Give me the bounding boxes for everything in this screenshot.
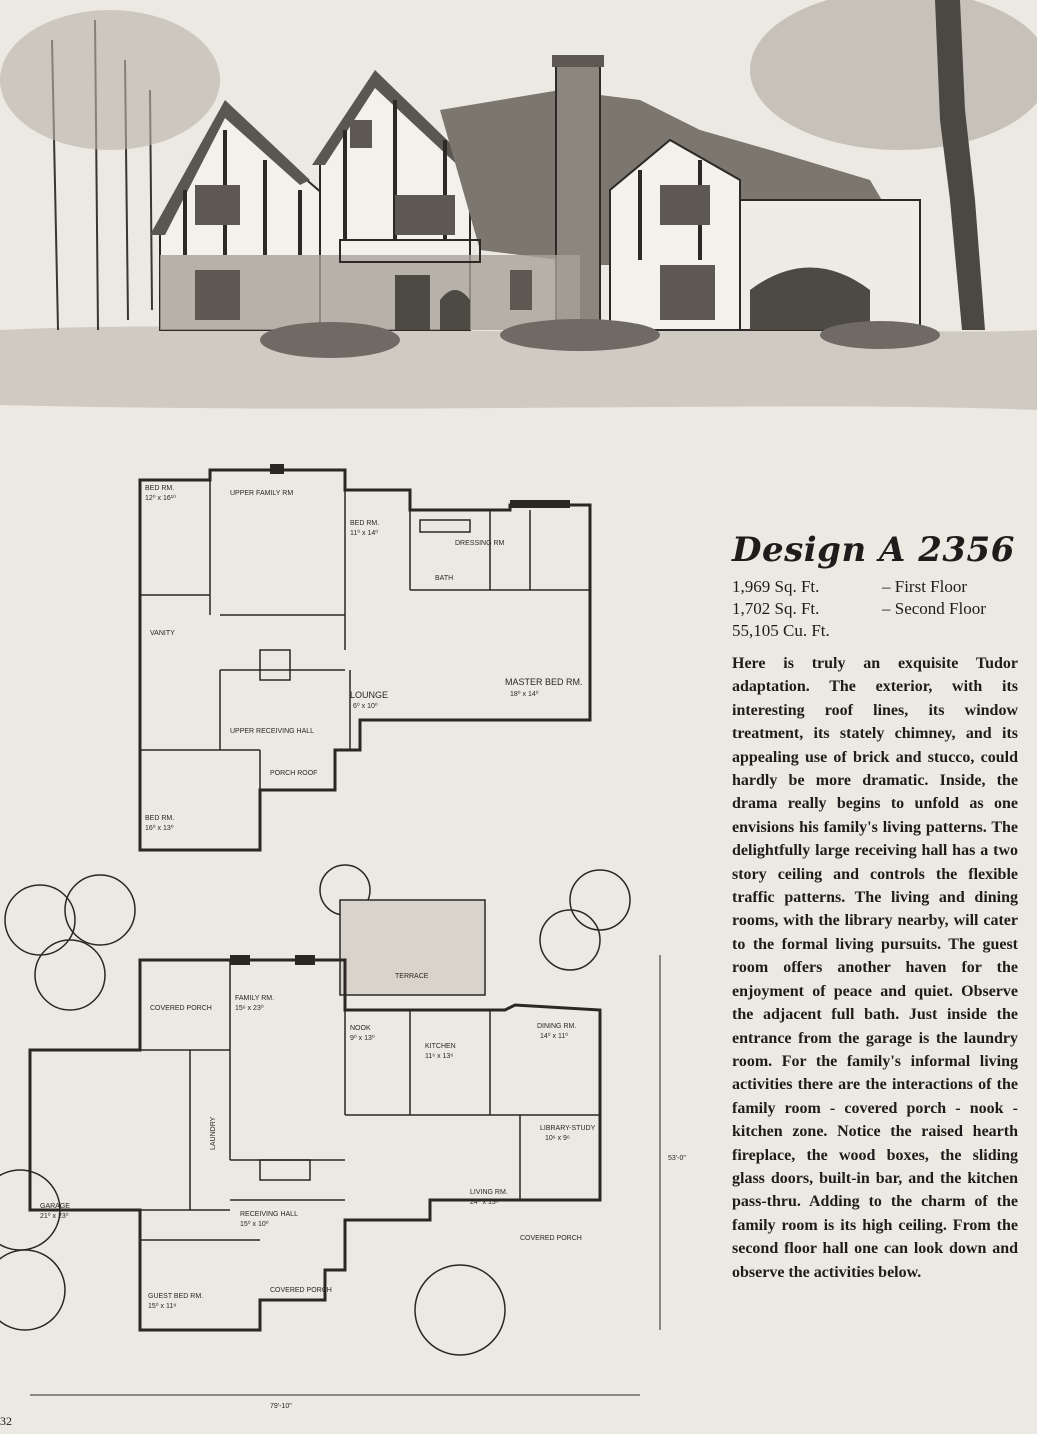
lower-room-size: 21⁰ x 23⁰ (40, 1213, 69, 1220)
lower-room-label: KITCHEN (425, 1043, 456, 1050)
upper-room-size: 18⁰ x 14⁰ (510, 691, 539, 698)
overall-depth-dimension: 53'-0" (668, 1155, 686, 1162)
lower-room-label: COVERED PORCH (520, 1235, 582, 1242)
upper-room-label: PORCH ROOF (270, 770, 318, 777)
upper-room-label: DRESSING RM (455, 540, 505, 547)
first-floor-plan (0, 860, 700, 1420)
upper-room-label: UPPER FAMILY RM (230, 490, 294, 497)
lower-room-size: 14⁰ x 11⁰ (540, 1033, 569, 1040)
lower-room-label: LIVING RM. (470, 1189, 508, 1196)
lower-room-label: LAUNDRY (210, 1116, 217, 1150)
stat-label: – Second Floor (882, 599, 986, 618)
upper-room-label: VANITY (150, 630, 175, 637)
design-title: Design A 2356 (732, 530, 1015, 570)
lower-room-size: 15⁰ x 11⁸ (148, 1303, 177, 1310)
stat-value: 1,969 Sq. Ft. (732, 577, 820, 596)
upper-room-label: MASTER BED RM. (505, 677, 583, 687)
lower-room-label: NOOK (350, 1025, 371, 1032)
upper-room-label: UPPER RECEIVING HALL (230, 728, 315, 735)
lower-room-size: 15⁰ x 10⁰ (240, 1221, 269, 1228)
upper-room-label: LOUNGE (350, 690, 389, 700)
landscape-trees (0, 865, 630, 1355)
lower-room-label: LIBRARY-STUDY (540, 1125, 596, 1132)
stat-first-floor (732, 576, 1018, 598)
upper-room-label: BED RM. (145, 485, 175, 492)
lower-room-label: GARAGE (40, 1203, 70, 1210)
upper-room-size: 12⁰ x 16¹⁰ (145, 495, 176, 502)
lower-room-size: 10⁶ x 9⁶ (545, 1135, 570, 1142)
upper-room-label: BED RM. (350, 520, 380, 527)
lower-room-label: DINING RM. (537, 1023, 577, 1030)
upper-room-size: 11⁰ x 14⁰ (350, 530, 379, 537)
stat-volume (732, 620, 1018, 642)
lower-room-label: RECEIVING HALL (240, 1211, 298, 1218)
upper-room-label: BATH (435, 575, 454, 582)
lower-room-label: GUEST BED RM. (148, 1293, 204, 1300)
lower-room-size: 11⁶ x 13⁶ (425, 1053, 454, 1060)
second-floor-plan (110, 450, 630, 860)
upper-room-size: 16⁰ x 13⁰ (145, 825, 174, 832)
upper-room-label: BED RM. (145, 815, 175, 822)
house-rendering-illustration (0, 0, 1037, 420)
stat-label: – First Floor (882, 577, 968, 596)
upper-room-size: 6⁰ x 10⁰ (353, 703, 378, 710)
stat-second-floor (732, 598, 1018, 620)
design-description-column (732, 530, 1018, 1284)
lower-room-label: TERRACE (395, 973, 429, 980)
overall-width-dimension: 79'-10" (270, 1403, 292, 1410)
lower-room-label: FAMILY RM. (235, 995, 275, 1002)
stat-value: 1,702 Sq. Ft. (732, 599, 820, 618)
lower-room-label: COVERED PORCH (270, 1287, 332, 1294)
lower-room-size: 24⁰ x 13⁶ (470, 1199, 499, 1206)
stat-value: 55,105 Cu. Ft. (732, 621, 830, 640)
lower-room-size: 9⁰ x 13⁰ (350, 1035, 375, 1042)
lower-room-label: COVERED PORCH (150, 1005, 212, 1012)
page-number: 32 (0, 1414, 12, 1428)
design-description: Here is truly an exquisite Tudor adaptation. The exterior, with its interesting roof lines, its window treatment, its stately chimney, and its appealing use of brick and stucco, could hardly be more dramatic. Inside, the drama really begins to unfold as one envisions his family's living patterns. The delightfully large receiving hall has a two story ceiling and controls the flexible traffic patterns. The living and dining rooms, with the library nearby, will cater to the formal living pursuits. The guest room offers another haven for the enjoyment of peace and quiet. Observe the adjacent full bath. Just inside the entrance from the garage is the laundry room. For the family's informal living activities there are the interactions of the family room - covered porch - nook - kitchen zone. Notice the raised hearth fireplace, the wood boxes, the sliding glass doors, built-in bar, and the kitchen pass-thru. Adding to the charm of the family room is its high ceiling. From the second floor hall one can look down and observe the activities below. (732, 655, 1018, 1281)
lower-room-size: 15⁶ x 23⁰ (235, 1005, 264, 1012)
design-stats (732, 576, 1018, 642)
